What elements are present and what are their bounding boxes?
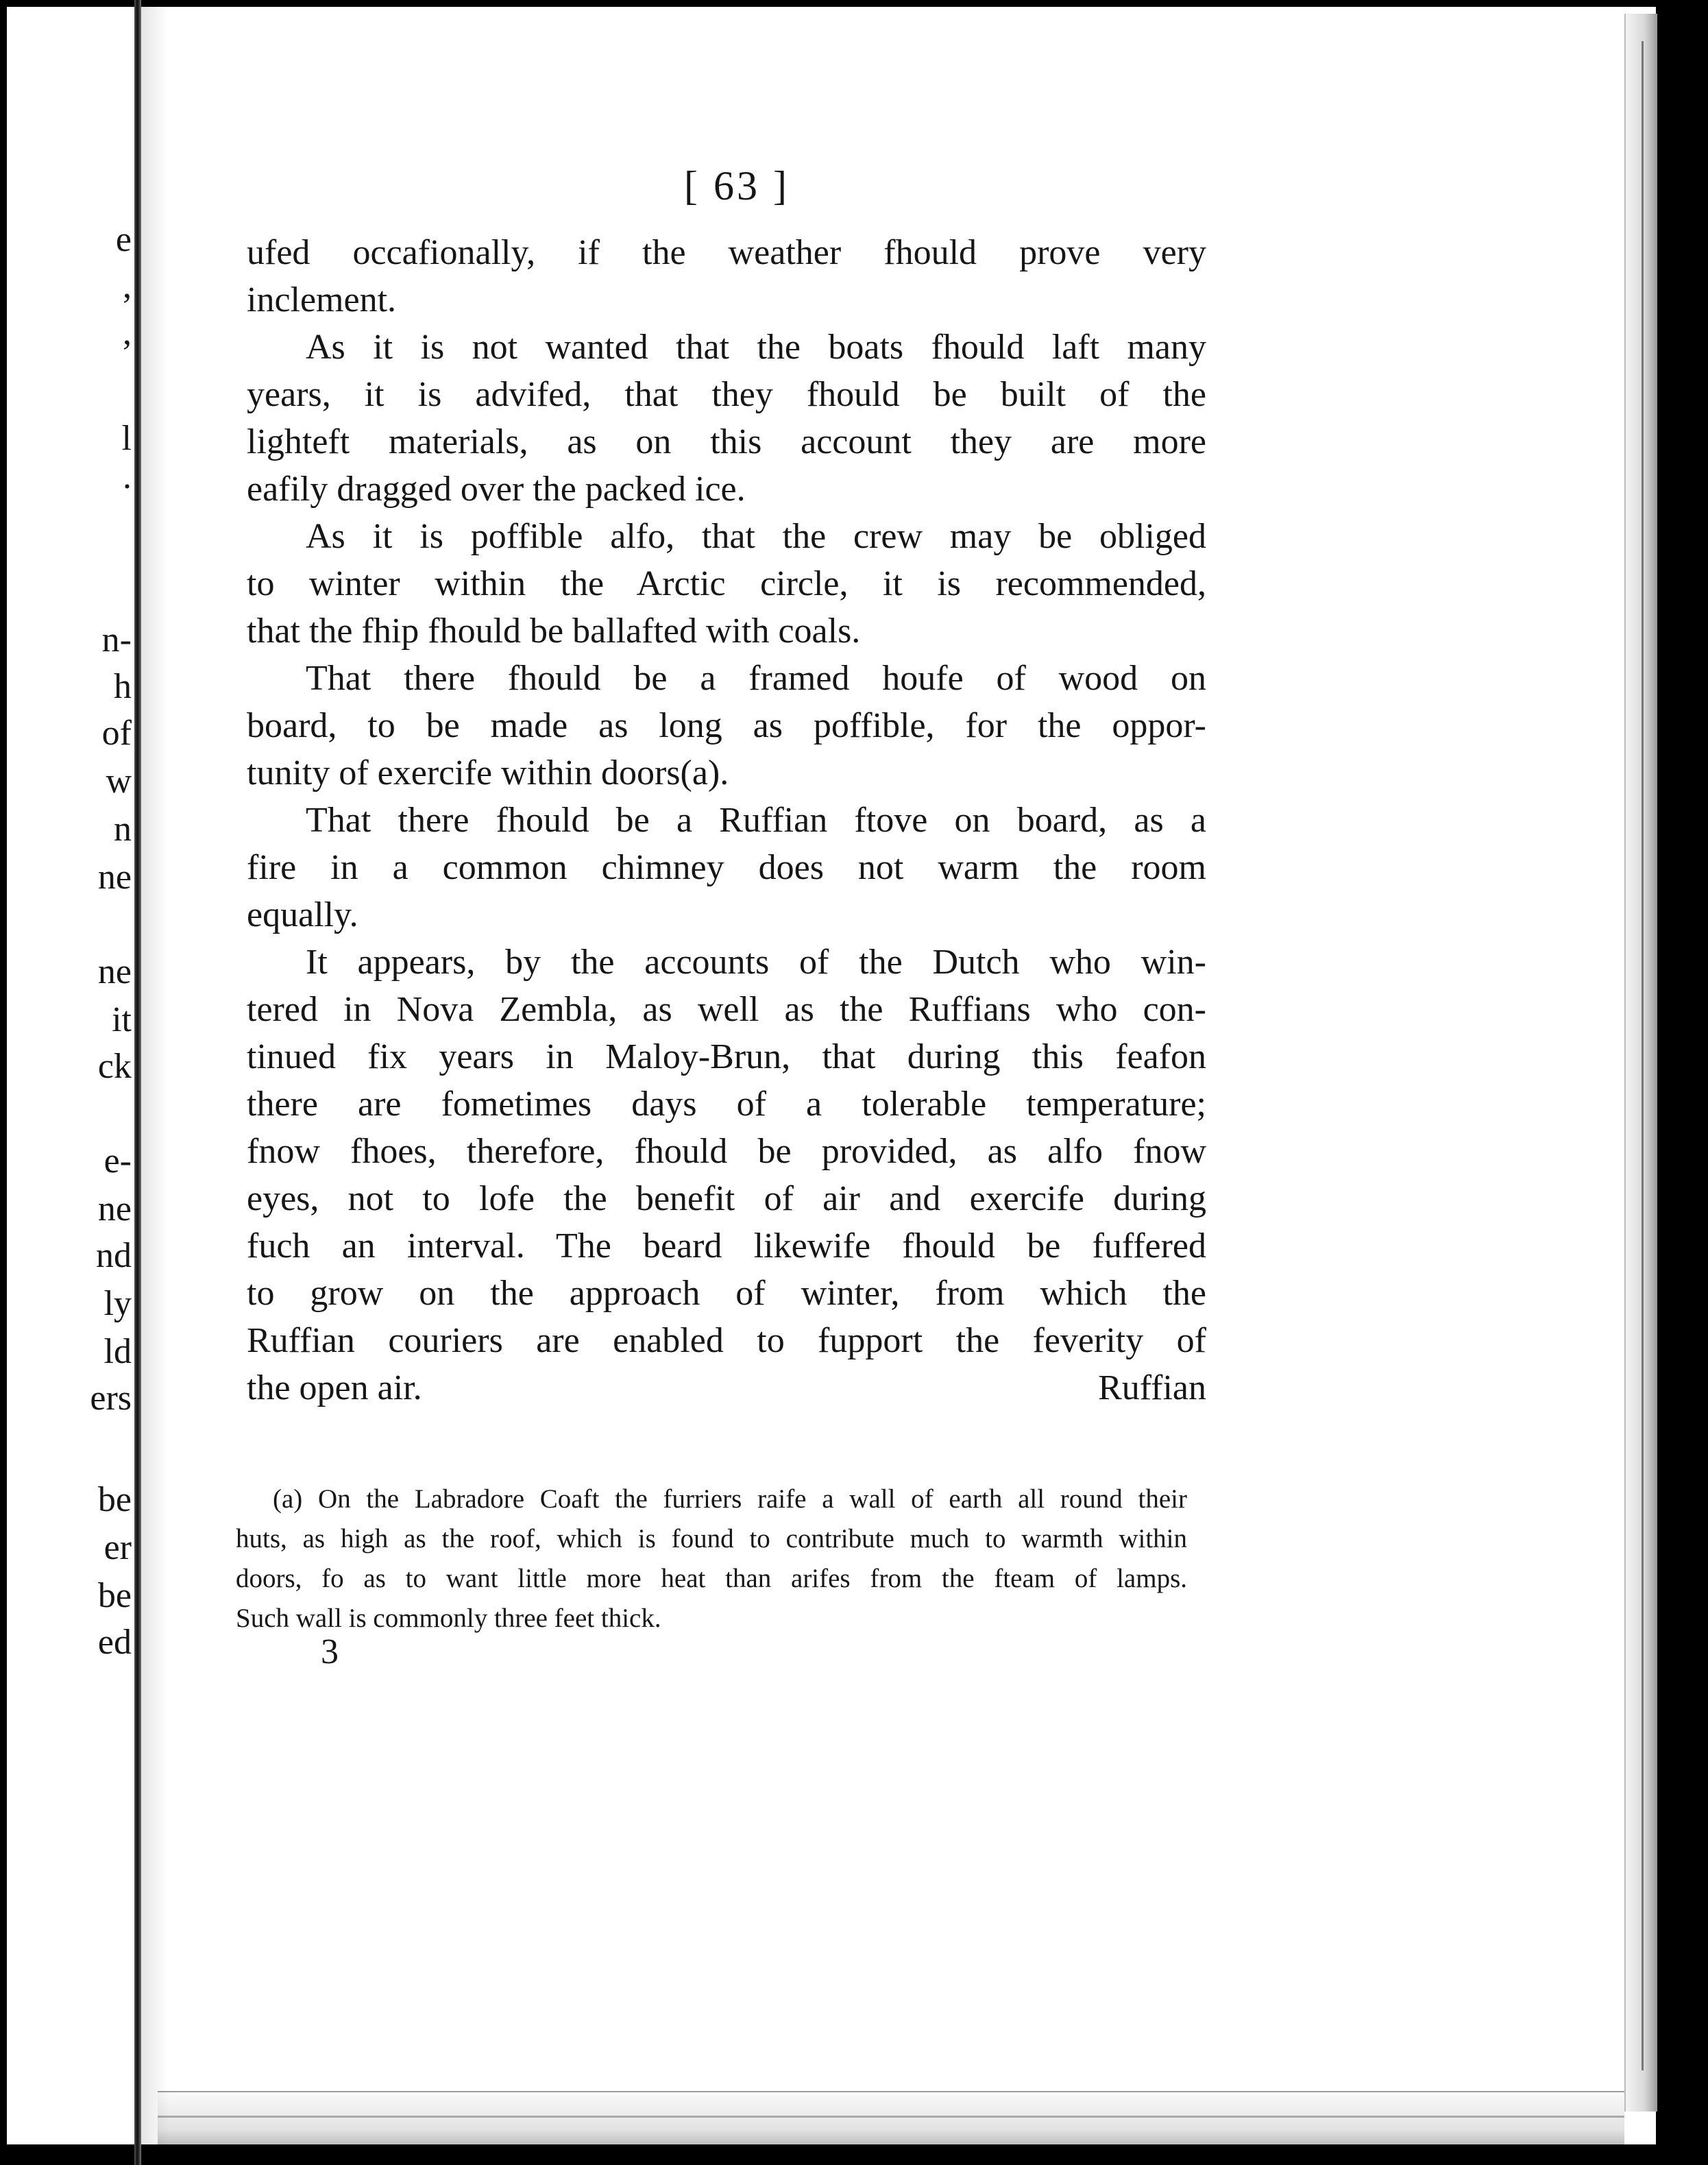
- page-edge-line: [1642, 41, 1644, 2070]
- catchword: Ruffian: [1098, 1368, 1206, 1407]
- page-bottom-curl: [158, 2091, 1624, 2146]
- scan-border-left: [0, 0, 7, 2165]
- text-line: tered in Nova Zembla, as well as the Ruffians who con-: [247, 990, 1206, 1029]
- page-edge: [1624, 14, 1657, 2112]
- footnote-line: doors, fo as to want little more heat than arifes from the fteam of lamps.: [236, 1564, 1187, 1593]
- text-line: eyes, not to lofe the benefit of air and exercife during: [247, 1179, 1206, 1218]
- text-line: It appears, by the accounts of the Dutch who win-: [306, 943, 1206, 982]
- left-page-fragment: of: [101, 714, 132, 753]
- text-line: board, to be made as long as poffible, for the oppor-: [247, 706, 1206, 745]
- scan-border-right: [1656, 0, 1708, 2165]
- footnote-line: huts, as high as the roof, which is found to contribute much to warmth within: [236, 1524, 1187, 1553]
- left-page-fragment: ne: [97, 952, 132, 991]
- left-page-fragment: be: [97, 1576, 132, 1615]
- body-text: [247, 229, 1206, 1412]
- gutter-shadow: [141, 0, 169, 2165]
- text-line: lighteft materials, as on this account they are more: [247, 422, 1206, 461]
- signature-mark: 3: [321, 1632, 339, 1671]
- left-page-fragment: ,: [123, 313, 132, 352]
- text-line: As it is not wanted that the boats fhould laft many: [306, 328, 1206, 367]
- left-page-fragment: nd: [96, 1236, 132, 1275]
- text-line: years, it is advifed, that they fhould be built of the: [247, 375, 1206, 414]
- left-page-fragment: be: [97, 1480, 132, 1519]
- page-bottom-line: [158, 2116, 1624, 2118]
- left-page-fragment: ne: [97, 858, 132, 897]
- text-line: to grow on the approach of winter, from which the: [247, 1274, 1206, 1313]
- scan-border-top: [0, 0, 1708, 7]
- left-page-fragment: ,: [123, 267, 132, 306]
- text-line: tinued fix years in Maloy-Brun, that during this feafon: [247, 1037, 1206, 1076]
- text-line: tunity of exercife within doors(a).: [247, 753, 729, 793]
- left-page-fragment: ers: [90, 1379, 132, 1418]
- left-page-fragment: .: [123, 457, 132, 496]
- text-line: That there fhould be a Ruffian ftove on board, as a: [306, 801, 1206, 840]
- left-page-fragment: ld: [103, 1332, 132, 1371]
- text-line: inclement.: [247, 280, 397, 319]
- text-line: there are fometimes days of a tolerable temperature;: [247, 1085, 1206, 1124]
- left-page-fragment: n: [114, 810, 132, 849]
- left-page-fragment: it: [112, 1000, 132, 1039]
- text-line: the open air.: [247, 1368, 422, 1407]
- left-page-fragment: h: [114, 667, 132, 706]
- text-line: ufed occafionally, if the weather fhould prove very: [247, 233, 1206, 272]
- left-page-fragment: ed: [97, 1623, 132, 1662]
- left-page-fragment: e: [115, 220, 132, 259]
- left-page-fragment: er: [103, 1528, 132, 1567]
- left-page-fragment: l: [121, 419, 132, 458]
- footnote-line: (a) On the Labradore Coaft the furriers raife a wall of earth all round their: [273, 1484, 1187, 1514]
- left-page-fragment: n-: [101, 620, 132, 660]
- left-page-fragment: ck: [97, 1047, 132, 1086]
- scan-border-bottom: [0, 2144, 1708, 2165]
- left-page-fragment: w: [106, 762, 132, 801]
- footnote-line: Such wall is commonly three feet thick.: [236, 1604, 661, 1633]
- text-line: Ruffian couriers are enabled to fupport the feverity of: [247, 1321, 1206, 1360]
- text-line: As it is poffible alfo, that the crew may be obliged: [306, 517, 1206, 556]
- page-header: [ 63 ]: [684, 163, 790, 208]
- text-line: that the fhip fhould be ballafted with coals.: [247, 612, 861, 651]
- left-page-fragment: ne: [97, 1189, 132, 1229]
- text-line: fnow fhoes, therefore, fhould be provided, as alfo fnow: [247, 1132, 1206, 1171]
- book-gutter: [134, 0, 141, 2165]
- left-page-fragment: ly: [103, 1284, 132, 1323]
- text-line: eafily dragged over the packed ice.: [247, 470, 746, 509]
- text-line: fuch an interval. The beard likewife fhould be fuffered: [247, 1226, 1206, 1266]
- text-line: fire in a common chimney does not warm the room: [247, 848, 1206, 887]
- footnote: [236, 1479, 1187, 1638]
- text-line: That there fhould be a framed houfe of wood on: [306, 659, 1206, 698]
- text-line-with-catchword: [247, 1364, 1206, 1412]
- text-line: to winter within the Arctic circle, it is recommended,: [247, 564, 1206, 603]
- text-line: equally.: [247, 895, 358, 934]
- left-page-fragment: e-: [103, 1141, 132, 1181]
